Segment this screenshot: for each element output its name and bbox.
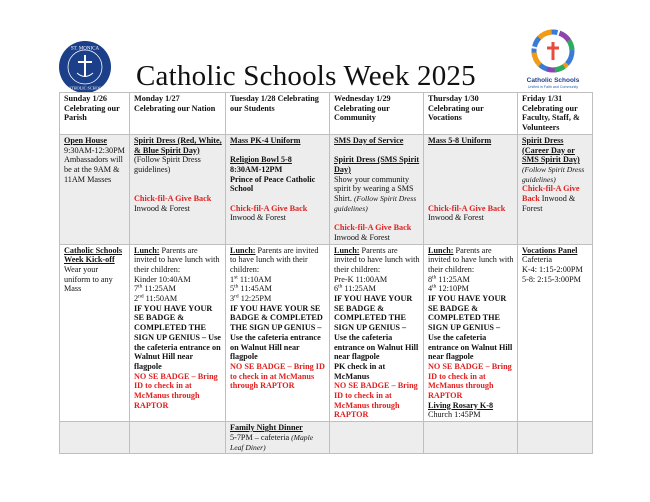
thursday-mass-title: Mass 5-8 Uniform [428, 135, 492, 145]
wednesday-spirit-desc: Show your community spirit by wearing a SMS Shirt. [334, 174, 414, 204]
thursday-lunch-label: Lunch: [428, 245, 454, 255]
wednesday-pk-checkin: PK check in at McManus [334, 361, 386, 381]
religion-bowl-title: Religion Bowl 5-8 [230, 155, 292, 165]
family-night-title: Family Night Dinner [230, 423, 303, 433]
thursday-lunch-4th: 4th 12:10PM [428, 283, 469, 294]
kickoff-note: Wear your uniform to any Mass [64, 264, 113, 294]
monday-lunch-kinder: Kinder 10:40AM [134, 274, 191, 284]
open-house-note: Ambassadors will be at the 9AM & 11AM Masses [64, 155, 123, 184]
svg-text:CATHOLIC SCHOOL: CATHOLIC SCHOOL [65, 85, 105, 91]
cell-tuesday-mass [226, 134, 330, 244]
schedule-table [59, 92, 593, 454]
catholic-schools-logo [518, 27, 588, 93]
tuesday-cfa: Chick-fil-A Give Back [230, 203, 308, 213]
monday-lunch-text: Parents are invited to have lunch with their children: [134, 245, 220, 274]
catholic-schools-tagline: Unified in Faith and Community [527, 85, 579, 89]
wednesday-cfa-location: Inwood & Forest [334, 232, 390, 242]
thursday-no-badge: NO SE BADGE – Bring ID to check in at McManus through RAPTOR [428, 361, 512, 401]
cell-wednesday-lunch [330, 244, 424, 422]
thursday-badge-info: IF YOU HAVE YOUR SE BADGE & COMPLETED THE SIGN UP GENIUS – Use the cafeteria entrance on Walnut Hill near flagpole [428, 294, 513, 362]
school-seal-icon [58, 40, 112, 94]
cell-tuesday-lunch [226, 244, 330, 422]
monday-cfa: Chick-fil-A Give Back [134, 194, 212, 203]
cell-friday-spirit [518, 134, 593, 244]
tuesday-lunch-5th: 5th 11:45AM [230, 283, 272, 294]
page-title: Catholic Schools Week 2025 [136, 60, 476, 92]
cell-thursday-lunch [424, 244, 518, 422]
monday-spirit-follow: (Follow Spirit Dress guidelines) [134, 155, 201, 174]
cell-thursday-empty [424, 422, 518, 454]
monday-cfa-location: Inwood & Forest [134, 203, 190, 213]
cell-friday-empty [518, 422, 593, 454]
open-house-title: Open House [64, 135, 107, 145]
monday-lunch-label: Lunch: [134, 245, 160, 255]
friday-cfa: Chick-fil-A Give Back [522, 184, 580, 204]
living-rosary-title: Living Rosary K-8 [428, 400, 494, 410]
monday-no-badge: NO SE BADGE – Bring ID to check in at McManus through RAPTOR [134, 371, 218, 410]
monday-lunch-7th: 7th 11:25AM [134, 283, 176, 294]
wednesday-badge-info: IF YOU HAVE YOUR SE BADGE & COMPLETED THE SIGN UP GENIUS – Use the cafeteria entrance on Walnut Hill near flagpole [334, 294, 419, 362]
family-night-time: 5-7PM – cafeteria [230, 432, 290, 442]
header-friday: Friday 1/31 Celebrating our Faculty, Staff, & Volunteers [518, 93, 593, 135]
kickoff-title: Catholic Schools Week Kick-off [64, 245, 123, 265]
tuesday-lunch-text: Parents are invited to have lunch with their children: [230, 245, 319, 274]
cell-thursday-mass [424, 134, 518, 244]
monday-lunch-2nd: 2nd 11:50AM [134, 293, 178, 304]
wednesday-spirit-title: Spirit Dress (SMS Spirit Day) [334, 155, 420, 174]
wednesday-no-badge: NO SE BADGE – Bring ID to check in at McManus through RAPTOR [334, 381, 418, 420]
religion-bowl-place: Prince of Peace Catholic School [230, 174, 316, 194]
header-thursday: Thursday 1/30 Celebrating our Vocations [424, 93, 518, 135]
st-monica-logo [58, 40, 112, 94]
cell-monday-spirit [130, 134, 226, 244]
religion-bowl-time: 8:30AM-12PM [230, 164, 283, 174]
cell-sunday-empty [60, 422, 130, 454]
living-rosary-place: Church 1:45PM [428, 410, 481, 420]
header-wednesday: Wednesday 1/29 Celebrating our Community [330, 93, 424, 135]
header-sunday: Sunday 1/26 Celebrating our Parish [60, 93, 130, 135]
friday-cfa-location: Inwood & Forest [522, 194, 576, 213]
cell-wednesday-service [330, 134, 424, 244]
cell-monday-empty [130, 422, 226, 454]
vocations-panel-title: Vocations Panel [522, 245, 578, 255]
tuesday-mass-title: Mass PK-4 Uniform [230, 135, 301, 145]
wednesday-lunch-text: Parents are invited to have lunch with their children: [334, 245, 420, 274]
tuesday-lunch-label: Lunch: [230, 245, 256, 255]
tuesday-lunch-1st: 1st 11:10AM [230, 273, 272, 284]
family-night-where: (Maple Leaf Diner) [230, 432, 314, 452]
wednesday-spirit-follow: (Follow Spirit Dress guidelines) [334, 194, 417, 213]
cell-friday-vocations [518, 244, 593, 422]
thursday-cfa: Chick-fil-A Give Back [428, 203, 506, 213]
tuesday-cfa-location: Inwood & Forest [230, 213, 286, 223]
open-house-time: 9:30AM-12:30PM [64, 145, 125, 155]
svg-text:ST. MONICA: ST. MONICA [70, 46, 100, 52]
tuesday-no-badge: NO SE BADGE – Bring ID to check in at McManus through RAPTOR [230, 361, 325, 391]
wednesday-cfa: Chick-fil-A Give Back [334, 223, 412, 233]
tuesday-badge-info: IF YOU HAVE YOUR SE BADGE & COMPLETED THE SIGN UP GENIUS – Use the cafeteria entrance on Walnut Hill near flagpole [230, 303, 323, 362]
header-tuesday: Tuesday 1/28 Celebrating our Students [226, 93, 330, 135]
monday-badge-info: IF YOU HAVE YOUR SE BADGE & COMPLETED THE SIGN UP GENIUS – Use the cafeteria entrance on Walnut Hill near flagpole [134, 303, 221, 371]
cell-sunday-kickoff [60, 244, 130, 422]
vocations-panel-place: Cafeteria [522, 255, 552, 265]
thursday-lunch-text: Parents are invited to have lunch with their children: [428, 245, 514, 274]
wednesday-lunch-6th: 6th 11:25AM [334, 283, 376, 294]
cell-tuesday-family-night [226, 422, 330, 454]
thursday-cfa-location: Inwood & Forest [428, 213, 484, 223]
wednesday-lunch-prek: Pre-K 11:00AM [334, 274, 388, 284]
monday-spirit-title: Spirit Dress (Red, White, & Blue Spirit Day) [134, 135, 222, 155]
vocations-panel-k4: K-4: 1:15-2:00PM [522, 264, 583, 274]
thursday-lunch-8th: 8th 11:25AM [428, 273, 470, 284]
wednesday-lunch-label: Lunch: [334, 245, 360, 255]
cell-sunday-open-house [60, 134, 130, 244]
header-monday: Monday 1/27 Celebrating our Nation [130, 93, 226, 135]
catholic-schools-name: Catholic Schools [526, 77, 580, 84]
wednesday-service-title: SMS Day of Service [334, 135, 404, 145]
cell-wednesday-empty [330, 422, 424, 454]
cell-monday-lunch [130, 244, 226, 422]
friday-spirit-title: Spirit Dress (Career Day or SMS Spirit Day) [522, 135, 580, 165]
vocations-panel-58: 5-8: 2:15-3:00PM [522, 274, 581, 284]
tuesday-lunch-3rd: 3rd 12:25PM [230, 293, 272, 304]
catholic-schools-emblem-icon [518, 27, 588, 77]
friday-spirit-follow: (Follow Spirit Dress guidelines) [522, 164, 585, 184]
